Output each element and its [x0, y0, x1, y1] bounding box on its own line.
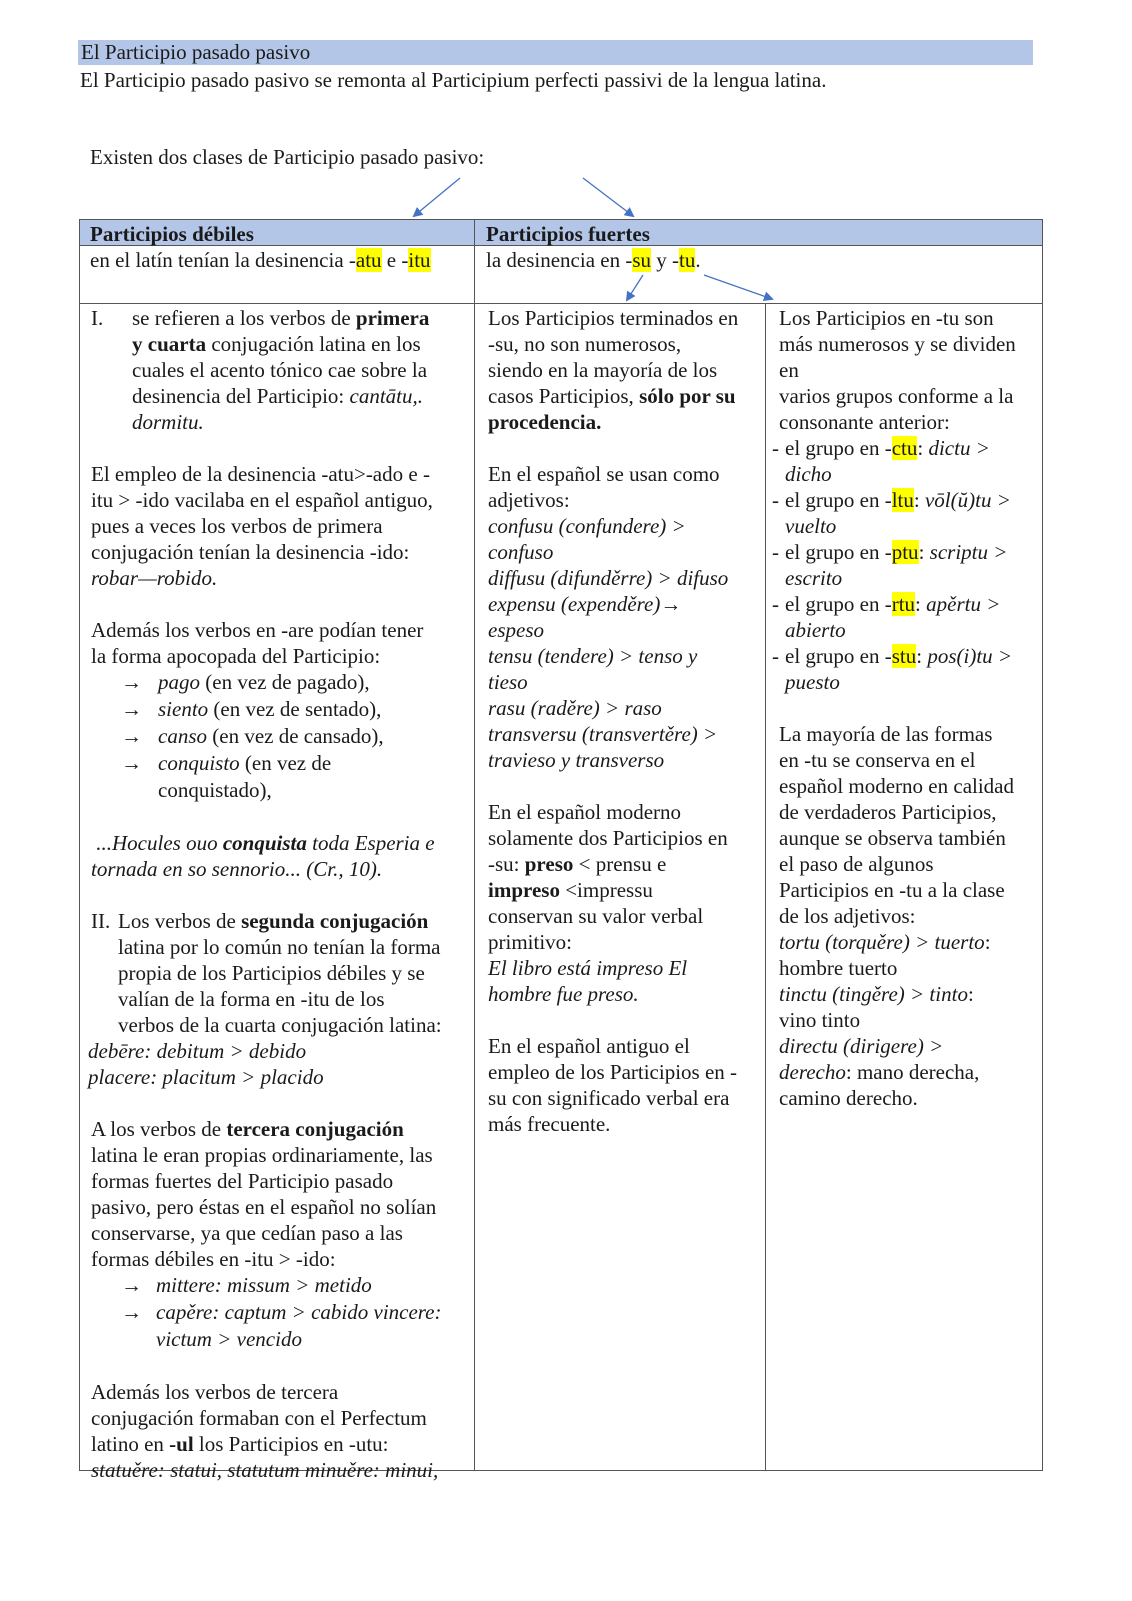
table-divider: [765, 304, 766, 1470]
list-item: - el grupo en -ptu: scriptu > escrito: [772, 540, 1008, 590]
paragraph: Además los verbos de tercera: [91, 1380, 339, 1404]
section-one: I. se refieren a los verbos de primera y cuarta conjugación latina en los cuales el acento tónico cae sobre la desinencia del Participio: cantātu,. dormitu.: [91, 306, 430, 434]
header-fuertes: Participios fuertes: [486, 222, 650, 246]
paragraph: En el español se usan como: [488, 462, 720, 486]
example: placere: placitum > placido: [88, 1065, 324, 1089]
fuertes-desinencia: la desinencia en -su y -tu.: [486, 248, 701, 272]
col-tu: Los Participios en -tu son más numerosos y se dividen en varios grupos conforme a la consonante anterior: - el grupo en -ctu: dictu > dicho - el grupo en -ltu: vōl(ŭ)tu > vuelto - el grupo en -ptu: scriptu > escrito - el grupo en -rtu: apěrtu > abierto - el grupo en -stu: pos(i)tu > puesto La mayoría de las formas en -tu se conserva en el español moderno en calidad de verdaderos Participios, aunque se observa también el paso de algunos Participios en -tu a la clase de los adjetivos: tortu (torquěre) > tuerto: hombre tuerto tinctu (tingěre) > tinto: vino tinto directu (dirigere) > derecho: mano derecha, camino derecho.: [772, 305, 1038, 1111]
paragraph: Los Participios en -tu son: [779, 306, 994, 330]
paragraph: Los Participios terminados en: [488, 306, 739, 330]
example: debēre: debitum > debido: [88, 1039, 307, 1063]
example: directu (dirigere) >: [779, 1034, 944, 1058]
paragraph: En el español antiguo el: [488, 1034, 690, 1058]
paragraph: El empleo de la desinencia -atu>-ado e -: [91, 462, 430, 486]
list-item: → siento (en vez de sentado),: [121, 697, 382, 721]
paragraph: En el español moderno: [488, 800, 682, 824]
arrow-to-fuertes: [583, 178, 633, 216]
list-item: → capěre: captum > cabido vincere: victum > vencido: [121, 1300, 442, 1351]
example: rasu (raděre) > raso: [488, 696, 662, 720]
paragraph: Además los verbos en -are podían tener: [91, 618, 424, 642]
example: transversu (transvertěre) >: [488, 722, 718, 746]
arrow-to-debiles: [414, 178, 460, 216]
example: diffusu (difunděrre) > difuso: [488, 566, 729, 590]
list-item: - el grupo en -stu: pos(i)tu > puesto: [772, 644, 1013, 694]
list-item: → pago (en vez de pagado),: [121, 670, 370, 694]
quote: ...Hocules ouo conquista toda Esperia e: [96, 831, 435, 855]
example: tensu (tendere) > tenso y: [488, 644, 698, 668]
list-item: → canso (en vez de cansado),: [121, 724, 384, 748]
lead-text: Existen dos clases de Participio pasado pasivo:: [90, 145, 485, 169]
example: expensu (expenděre)→: [488, 592, 682, 616]
debiles-desinencia: en el latín tenían la desinencia -atu e -itu: [90, 248, 431, 272]
paragraph: La mayoría de las formas: [779, 722, 993, 746]
intro-text: El Participio pasado pasivo se remonta al Participium perfecti passivi de la lengua latina.: [80, 68, 827, 92]
list-item: → conquisto (en vez de conquistado),: [121, 751, 332, 802]
list-item: - el grupo en -rtu: apěrtu > abierto: [772, 592, 1001, 642]
table-divider: [80, 303, 1042, 304]
table-divider: [474, 220, 475, 1470]
list-item: → mittere: missum > metido: [121, 1273, 372, 1297]
example: tortu (torquěre) > tuerto:: [779, 930, 991, 954]
col-debiles: I. se refieren a los verbos de primera y cuarta conjugación latina en los cuales el acento tónico cae sobre la desinencia del Participio: cantātu,. dormitu. El empleo de la desinencia -atu>-ado e - itu > -ido vacilaba en el español antiguo, pues a veces los verbos de primera conjugación tenían la desinencia -ido: robar—robido. Además los verbos en -are podían tener la forma apocopada del Participio: → pago (en vez de pagado), → siento (en vez de sentado), → canso (en vez de cansado), → conquisto (en vez de conquistado), ...Hocules ouo conquista toda Esperia e tornada en so sennorio... (Cr., 10). II. Los verbos de segunda conjugación latina por lo común no tenían la forma propia de los Participios débiles y se valían de la forma en -itu de los verbos de la cuarta conjugación latina: debēre: debitum > debido placere: placitum > placido A los verbos de tercera conjugación latina le eran propias ordinariamente, las formas fuertes del Participio pasado pasivo, pero éstas en el español no solían conservarse, ya que cedían paso a las formas débiles en -itu > -ido: → mittere: missum > metido → capěre: captum > cabido vincere: victum > vencido Además los verbos de tercera conjugación formaban con el Perfectum latino en -ul los Participios en -utu: statuěre: statui, statutum minuěre: minui,: [91, 305, 469, 1483]
list-item: - el grupo en -ltu: vōl(ŭ)tu > vuelto: [772, 488, 1011, 538]
list-item: - el grupo en -ctu: dictu > dicho: [772, 436, 990, 486]
header-debiles: Participios débiles: [90, 222, 254, 246]
paragraph: A los verbos de tercera conjugación: [91, 1117, 404, 1141]
section-two: II. Los verbos de segunda conjugación latina por lo común no tenían la forma propia de los Participios débiles y se valían de la forma en -itu de los verbos de la cuarta conjugación latina:: [91, 909, 442, 1037]
section-title: El Participio pasado pasivo: [78, 40, 1033, 65]
example: confusu (confundere) >: [488, 514, 686, 538]
col-su: Los Participios terminados en -su, no son numerosos, siendo en la mayoría de los casos Participios, sólo por su procedencia. En el español se usan como adjetivos: confusu (confundere) > confuso diffusu (difunděrre) > difuso expensu (expenděre)→ espeso tensu (tendere) > tenso y tieso rasu (raděre) > raso transversu (transvertěre) > travieso y transverso En el español moderno solamente dos Participios en -su: preso < prensu e impreso <impressu conservan su valor verbal primitivo: El libro está impreso El hombre fue preso. En el español antiguo el empleo de los Participios en - su con significado verbal era más frecuente.: [488, 305, 760, 1137]
example: tinctu (tingěre) > tinto:: [779, 982, 974, 1006]
